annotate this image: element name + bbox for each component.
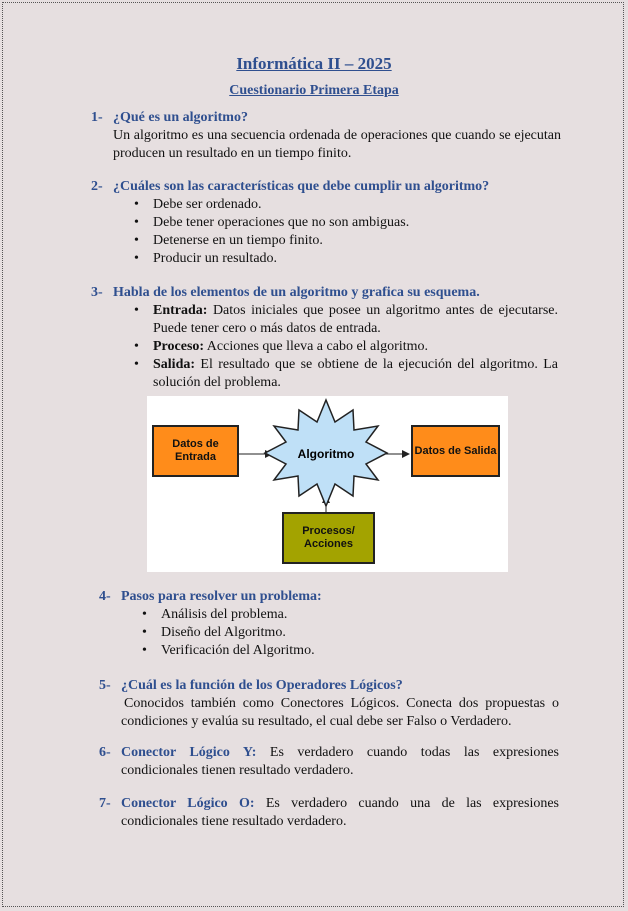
list-item: • Diseño del Algoritmo. [139,624,559,642]
list-item: • Verificación del Algoritmo. [139,642,559,660]
question-7 [99,795,559,831]
process-box: Procesos/ Acciones [282,512,375,564]
question-heading: ¿Cuál es la función de los Operadores Lógicos? [121,678,403,693]
term: Proceso: [153,339,205,354]
list-item: • Producir un resultado. [131,250,561,268]
question-number: 2- [91,179,103,194]
question-1 [91,109,561,163]
question-number: 1- [91,110,103,125]
question-heading: Pasos para resolver un problema: [121,589,322,604]
question-number: 6- [99,745,111,760]
algorithm-diagram [147,396,508,572]
bullet-list [131,196,561,268]
question-4 [99,588,559,660]
term: Salida: [153,357,196,372]
term: Entrada: [153,303,208,318]
bullet-list [131,302,558,392]
question-heading: Conector Lógico O: [121,796,255,811]
list-item [131,356,558,392]
page-subtitle: Cuestionario Primera Etapa [229,83,399,98]
question-3 [91,284,558,392]
question-number: 3- [91,285,103,300]
question-2 [91,178,561,268]
page-title: Informática II – 2025 [236,54,392,73]
answer-text: Conocidos también como Conectores Lógicos. Conecta dos propuestas o condiciones y evalúa su resultado, el cual debe ser Falso o Verdadero. [121,696,559,729]
question-number: 5- [99,678,111,693]
definition: Acciones que lleva a cabo el algoritmo. [206,339,428,354]
bullet-list [139,606,559,660]
output-box: Datos de Salida [411,425,500,477]
answer-text: Es verdadero cuando todas las expresiones condicionales tienen resultado verdadero. [121,745,560,778]
answer-text: Un algoritmo es una secuencia ordenada de operaciones que cuando se ejecutan producen un resultado en un tiempo finito. [113,128,561,161]
definition: El resultado que se obtiene de la ejecución del algoritmo. La solución del problema. [153,357,558,390]
list-item: • Debe ser ordenado. [131,196,561,214]
question-heading: ¿Cuáles son las características que debe cumplir un algoritmo? [113,179,490,194]
question-number: 4- [99,589,111,604]
question-number: 7- [99,796,111,811]
list-item [131,338,558,356]
question-heading: Habla de los elementos de un algoritmo y grafica su esquema. [113,285,480,300]
answer-text: Es verdadero cuando una de las expresiones condicionales tiene resultado verdadero. [121,796,559,829]
question-heading: ¿Qué es un algoritmo? [113,110,248,125]
input-box: Datos de Entrada [152,425,239,477]
list-item [131,302,558,338]
question-5 [99,677,559,731]
list-item: • Análisis del problema. [139,606,559,624]
question-heading: Conector Lógico Y: [121,745,257,760]
list-item: • Detenerse en un tiempo finito. [131,232,561,250]
algorithm-label: Algoritmo [297,447,355,461]
question-6 [99,744,559,780]
definition: Datos iniciales que posee un algoritmo antes de ejecutarse. Puede tener cero o más datos de entrada. [153,303,559,336]
list-item: • Debe tener operaciones que no son ambiguas. [131,214,561,232]
